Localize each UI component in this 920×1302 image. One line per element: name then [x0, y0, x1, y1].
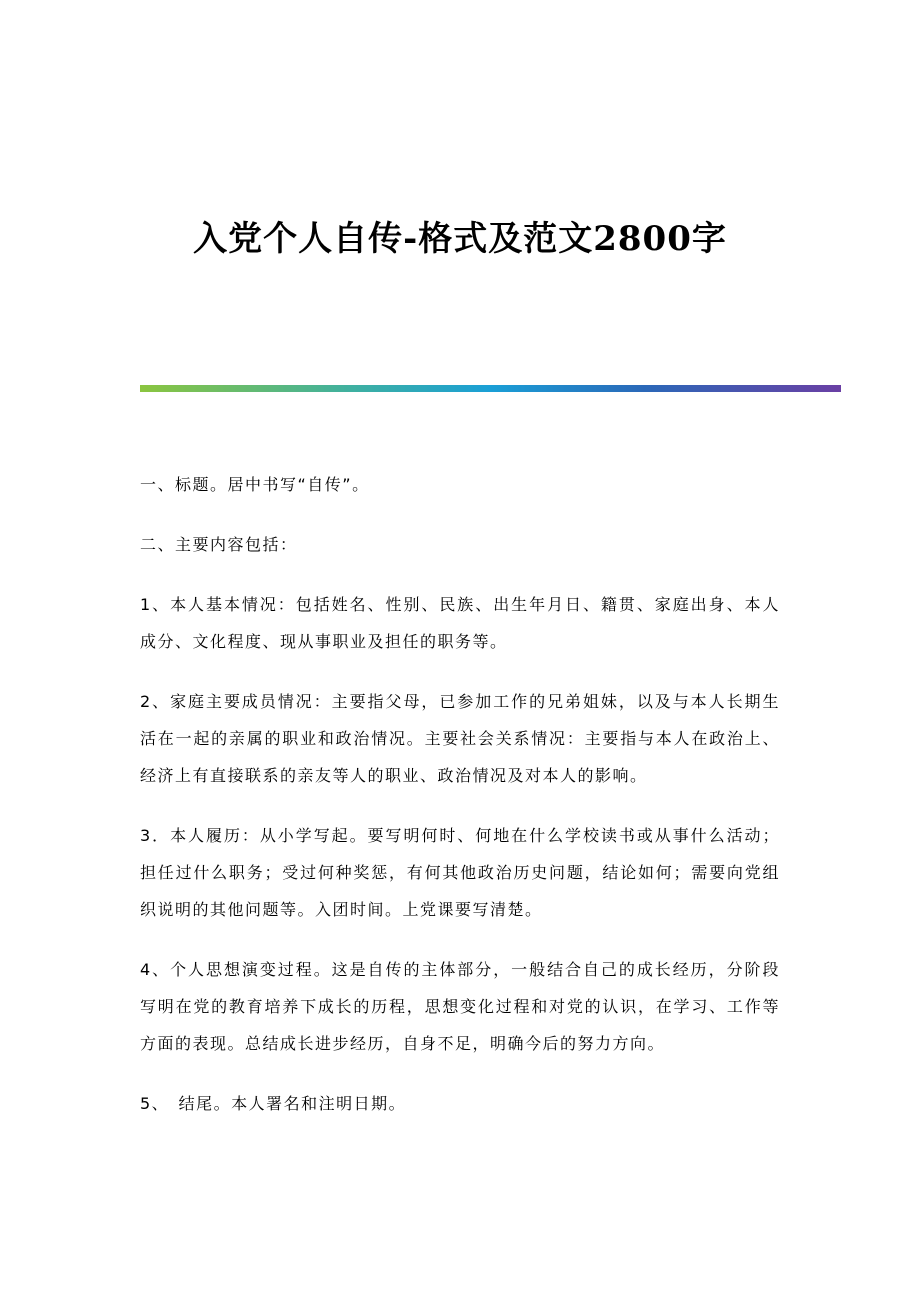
paragraph-heading-title: 一、标题。居中书写“自传”。: [140, 475, 370, 494]
paragraph-heading-content: 二、主要内容包括：: [140, 535, 298, 554]
document-title: 入党个人自传-格式及范文2800字: [193, 219, 727, 259]
paragraph-resume: 3．本人履历：从小学写起。要写明何时、何地在什么学校读书或从事什么活动；担任过什么职务；受过何种奖惩，有何其他政治历史问题，结论如何；需要向党组织说明的其他问题等。入团时间。上党课要写清楚。: [140, 826, 780, 919]
paragraph-thought-evolution: 4、个人思想演变过程。这是自传的主体部分，一般结合自己的成长经历，分阶段写明在党的教育培养下成长的历程，思想变化过程和对党的认识，在学习、工作等方面的表现。总结成长进步经历，自身不足，明确今后的努力方向。: [140, 960, 780, 1053]
paragraph-family-members: 2、家庭主要成员情况：主要指父母，已参加工作的兄弟姐妹，以及与本人长期生活在一起的亲属的职业和政治情况。主要社会关系情况：主要指与本人在政治上、经济上有直接联系的亲友等人的职业、政治情况及对本人的影响。: [140, 692, 780, 785]
document-body: [140, 466, 780, 1145]
paragraph-basic-info: 1、本人基本情况：包括姓名、性别、民族、出生年月日、籍贯、家庭出身、本人成分、文化程度、现从事职业及担任的职务等。: [140, 595, 780, 651]
gradient-divider: [140, 385, 841, 392]
paragraph-closing: 5、 结尾。本人署名和注明日期。: [140, 1094, 407, 1113]
